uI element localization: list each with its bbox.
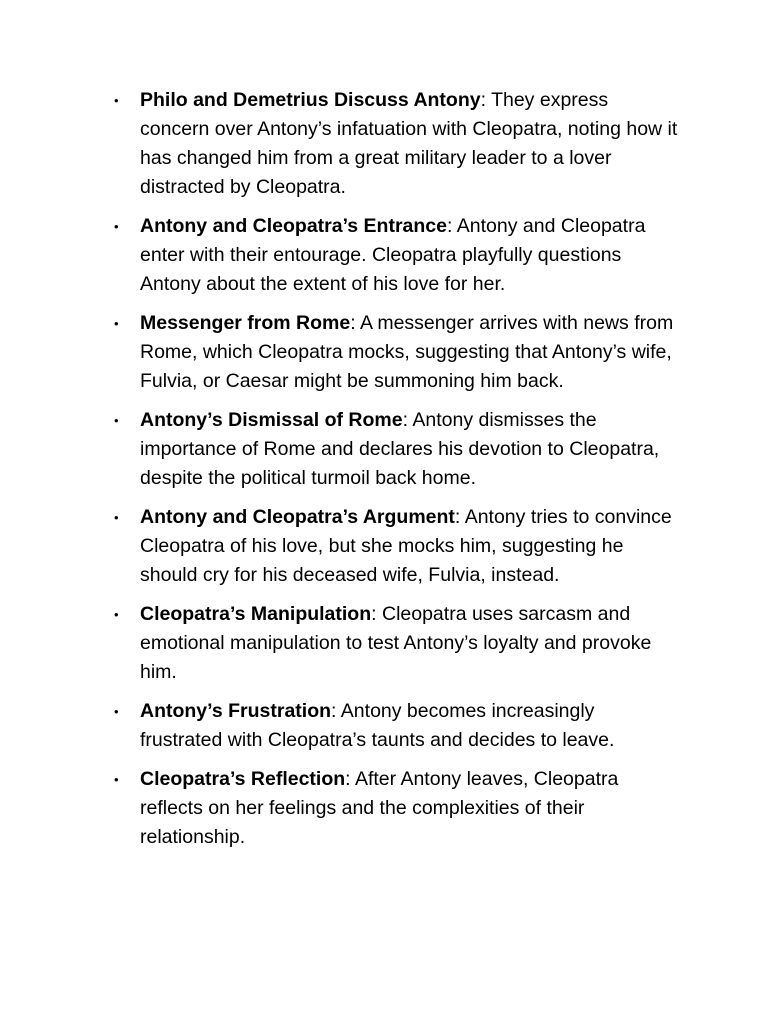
item-text: A messenger arrives with news from Rome, which Cleopatra mocks, suggesting that Antony’s wife, Fulvia, or Caesar might be summoning him back. (140, 312, 674, 392)
list-item (112, 503, 682, 590)
item-text: Antony and Cleopatra enter with their entourage. Cleopatra playfully questions Antony about the extent of his love for her. (140, 215, 646, 295)
bullet-icon: • (114, 413, 119, 428)
item-separator: : (331, 700, 341, 722)
item-separator: : (350, 312, 360, 334)
bullet-icon: • (114, 219, 119, 234)
bullet-icon: • (114, 316, 119, 331)
item-text: After Antony leaves, Cleopatra reflects on her feelings and the complexities of their relationship. (140, 768, 619, 848)
item-separator: : (454, 506, 465, 528)
list-item (112, 309, 682, 396)
bullet-icon: • (114, 510, 119, 525)
item-title: Messenger from Rome (140, 312, 351, 334)
item-text: They express concern over Antony’s infatuation with Cleopatra, noting how it has changed him from a great military leader to a lover distracted by Cleopatra. (140, 89, 678, 198)
item-text: Antony tries to convince Cleopatra of his love, but she mocks him, suggesting he should cry for his deceased wife, Fulvia, instead. (140, 506, 672, 586)
bullet-icon: • (114, 607, 119, 622)
item-title: Cleopatra’s Reflection (140, 768, 346, 790)
bullet-icon: • (114, 704, 119, 719)
item-title: Philo and Demetrius Discuss Antony (140, 89, 481, 111)
list-item (112, 697, 682, 755)
item-separator: : (345, 768, 355, 790)
bullet-icon: • (114, 772, 119, 787)
item-text: Antony becomes increasingly frustrated with Cleopatra’s taunts and decides to leave. (140, 700, 615, 751)
item-title: Antony’s Dismissal of Rome (140, 409, 403, 431)
item-title: Antony and Cleopatra’s Entrance (140, 215, 448, 237)
list-item (112, 86, 682, 202)
item-separator: : (480, 89, 492, 111)
item-separator: : (402, 409, 413, 431)
item-text: Antony dismisses the importance of Rome and declares his devotion to Cleopatra, despite the political turmoil back home. (140, 409, 660, 489)
item-text: Cleopatra uses sarcasm and emotional manipulation to test Antony’s loyalty and provoke him. (140, 603, 652, 683)
list-item (112, 406, 682, 493)
list-item (112, 600, 682, 687)
scene-summary-list (112, 86, 682, 862)
item-separator: : (447, 215, 457, 237)
item-title: Cleopatra’s Manipulation (140, 603, 372, 625)
item-separator: : (371, 603, 382, 625)
list-item (112, 765, 682, 852)
bullet-icon: • (114, 93, 119, 108)
item-title: Antony and Cleopatra’s Argument (140, 506, 455, 528)
item-title: Antony’s Frustration (140, 700, 332, 722)
list-item (112, 212, 682, 299)
